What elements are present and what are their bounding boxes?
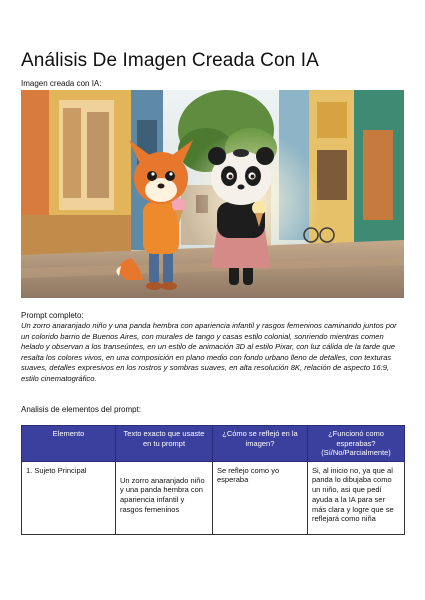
prompt-text: Un zorro anaranjado niño y una panda hembra con apariencia infantil y rasgos femeninos caminando juntos por un colorido barrio de Buenos Aires, con murales de tango y casas estilo colonial, sonriendo mientras comen helado y observan a los transeúntes, en un estilo de animación 3D al estilo Pixar, con luz cálida de la tarde que resalta los colores vivos, en una composición en plano medio con fondo urbano lleno de detalles, con texturas suaves, detalles expresivos en los rostros y sombras suaves, en alta resolución 8K, relación de aspecto 16:9, estilo cinematográfico. [21,321,397,383]
cell-prompt-text-value: Un zorro anaranjado niño y una panda hembra con apariencia infantil y rasgos femeninos [120,475,205,514]
panda-character [208,147,274,285]
header-worked: ¿Funcionó como esperabas? (Sí/No/Parcialmente) [308,426,405,462]
ai-generated-image [21,90,404,298]
header-prompt-text: Texto exacto que usaste en tu prompt [116,426,213,462]
cell-prompt-text [116,461,213,534]
analysis-label: Analisis de elementos del prompt: [21,405,142,414]
tango-mural [63,108,81,198]
cell-reflection: Se reflejo como yo esperaba [213,461,308,534]
prompt-analysis-table [21,425,405,535]
header-element: Elemento [22,426,116,462]
cell-element: 1. Sujeto Principal [22,461,116,534]
cell-worked: Si, al inicio no, ya que al panda lo dibujaba como un niño, asi que pedí ayuda a la IA para ser más clara y logre que se reflejará como niña [308,461,405,534]
header-reflection: ¿Cómo se reflejó en la imagen? [213,426,308,462]
table-header-row [22,426,405,462]
document-title: Análisis De Imagen Creada Con IA [21,50,319,71]
prompt-label: Prompt completo: [21,311,84,320]
table-row [22,461,405,534]
image-label: Imagen creada con IA: [21,79,102,88]
